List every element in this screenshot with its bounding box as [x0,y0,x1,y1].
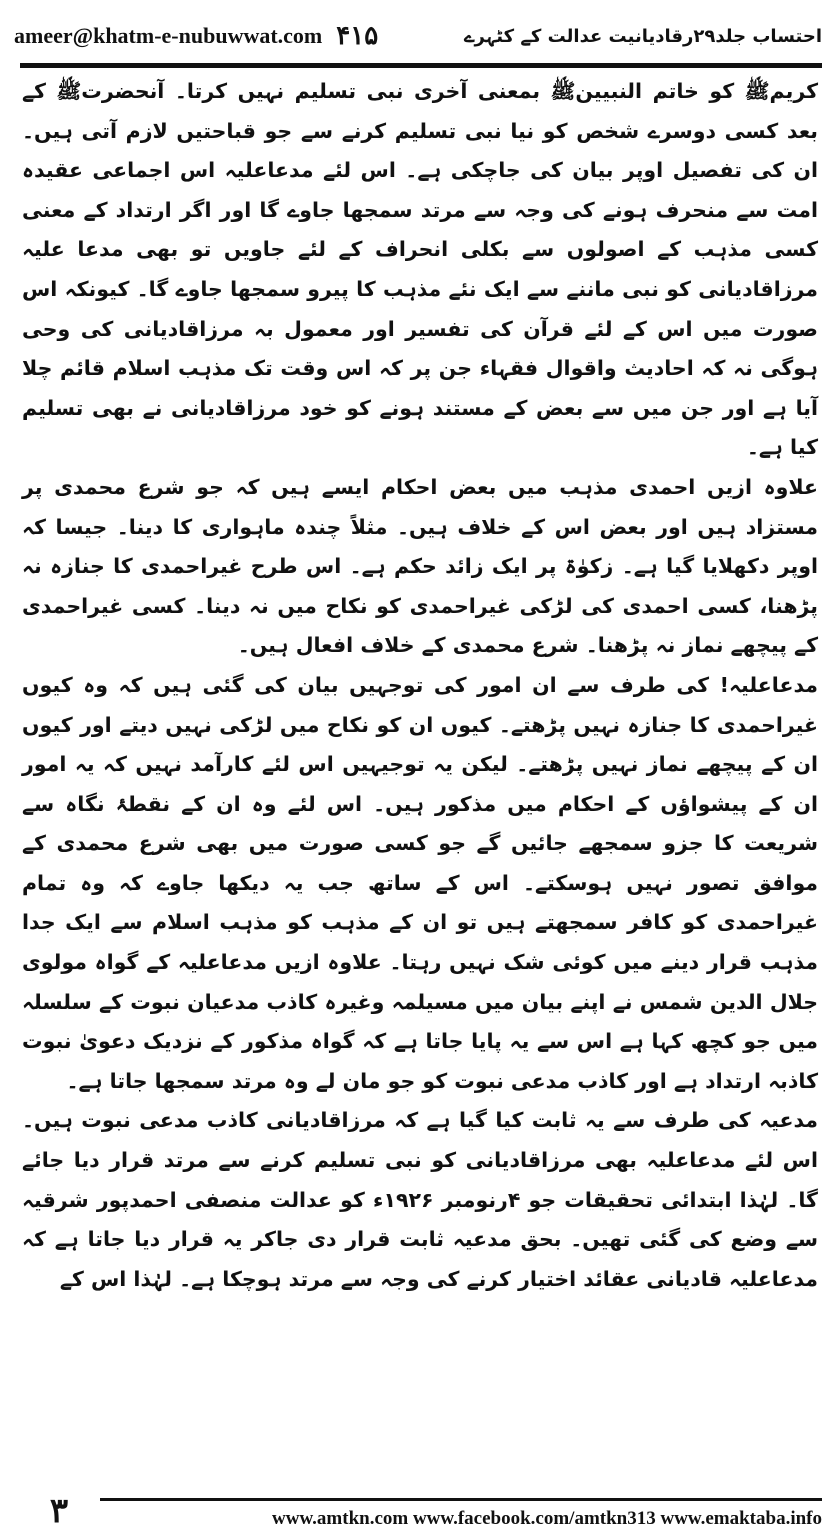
paragraph-2: علاوہ ازیں احمدی مذہب میں بعض احکام ایسے ہیں کہ جو شرع محمدی پر مستزاد ہیں اور بعض اس کے خلاف ہیں۔ مثلاً چندہ ماہواری کا دینا۔ جیسا کہ اوپر دکھلایا گیا ہے۔ زکوٰۃ پر ایک زائد حکم ہے۔ اس طرح غیراحمدی کا جنازہ نہ پڑھنا، کسی احمدی کی لڑکی غیراحمدی کو نکاح میں نہ دینا۔ کسی غیراحمدی کے پیچھے نماز نہ پڑھنا۔ شرع محمدی کے خلاف افعال ہیں۔ [22,474,818,658]
footer-urls: www.amtkn.com www.facebook.com/amtkn313 www.emaktaba.info [272,1508,822,1529]
header-email: ameer@khatm-e-nubuwwat.com [14,23,323,48]
footer-divider [100,1498,822,1501]
page-body [22,72,818,1299]
paragraph-3: مدعاعلیہ! کی طرف سے ان امور کی توجہیں بیان کی گئی ہیں کہ وہ کیوں غیراحمدی کا جنازہ نہیں پڑھتے۔ کیوں ان کو نکاح میں لڑکی نہیں دیتے اور کیوں ان کے پیچھے نماز نہیں پڑھتے۔ لیکن یہ توجیہیں اس لئے کارآمد نہیں کہ یہ امور ان کے پیشواؤں کے احکام میں مذکور ہیں۔ اس لئے وہ ان کے نقطۂ نگاہ سے شریعت کا جزو سمجھے جائیں گے جو کسی صورت میں بھی شرع محمدی کے موافق تصور نہیں ہوسکتے۔ اس کے ساتھ جب یہ دیکھا جاوے کہ وہ تمام غیراحمدی کو کافر سمجھتے ہیں تو ان کے مذہب کو مذہب اسلام سے ایک جدا مذہب قرار دینے میں کوئی شک نہیں رہتا۔ علاوہ ازیں مدعاعلیہ کے گواہ مولوی جلال الدین شمس نے اپنے بیان میں مسیلمہ وغیرہ کاذب مدعیان نبوت کے سلسلہ میں جو کچھ کہا ہے اس سے یہ پایا جاتا ہے کہ گواہ مذکور کے نزدیک دعویٰ نبوت کاذبہ ارتداد ہے اور کاذب مدعی نبوت کو جو مان لے وہ مرتد سمجھا جاتا ہے۔ [22,672,818,1093]
header-page-number: ۴۱۵ [336,21,379,51]
header-left [14,21,378,51]
header-book-title: احتساب جلد۲۹رقادیانیت عدالت کے کٹہرے [463,25,822,47]
footer-page-number: ۳ [49,1491,69,1531]
paragraph-4: مدعیہ کی طرف سے یہ ثابت کیا گیا ہے کہ مرزاقادیانی کاذب مدعی نبوت ہیں۔ اس لئے مدعاعلیہ بھی مرزاقادیانی کو نبی تسلیم کرنے سے مرتد قرار دیا جائے گا۔ لہٰذا ابتدائی تحقیقات جو ۴رنومبر ۱۹۲۶ء کو عدالت منصفی احمدپور شرقیہ سے وضع کی گئی تھیں۔ بحق مدعیہ ثابت قرار دی جاکر یہ قرار دیا جاتا ہے کہ مدعاعلیہ قادیانی عقائد اختیار کرنے کی وجہ سے مرتد ہوچکا ہے۔ لہٰذا اس کے [22,1108,818,1291]
header-divider [20,63,822,68]
page-header [14,14,822,58]
paragraph-1: کریمﷺ کو خاتم النبیینﷺ بمعنی آخری نبی تسلیم نہیں کرتا۔ آنحضرتﷺ کے بعد کسی دوسرے شخص کو نیا نبی تسلیم کرنے سے جو قباحتیں لازم آتی ہیں۔ ان کی تفصیل اوپر بیان کی جاچکی ہے۔ اس لئے مدعاعلیہ اس اجماعی عقیدہ امت سے منحرف ہونے کی وجہ سے مرتد سمجھا جاوے گا اور اگر ارتداد کے معنی کسی مذہب کے اصولوں سے بکلی انحراف کے لئے جاویں تو بھی مدعا علیہ مرزاقادیانی کو نبی ماننے سے ایک نئے مذہب کا پیرو سمجھا جاوے گا۔ کیونکہ اس صورت میں اس کے لئے قرآن کی تفسیر اور معمول بہ مرزاقادیانی کی وحی ہوگی نہ کہ احادیث واقوال فقہاء جن پر کہ اس وقت تک مذہب اسلام قائم چلا آیا ہے اور جن میں سے بعض کے مستند ہونے کو خود مرزاقادیانی نے بھی تسلیم کیا ہے۔ [22,79,818,460]
